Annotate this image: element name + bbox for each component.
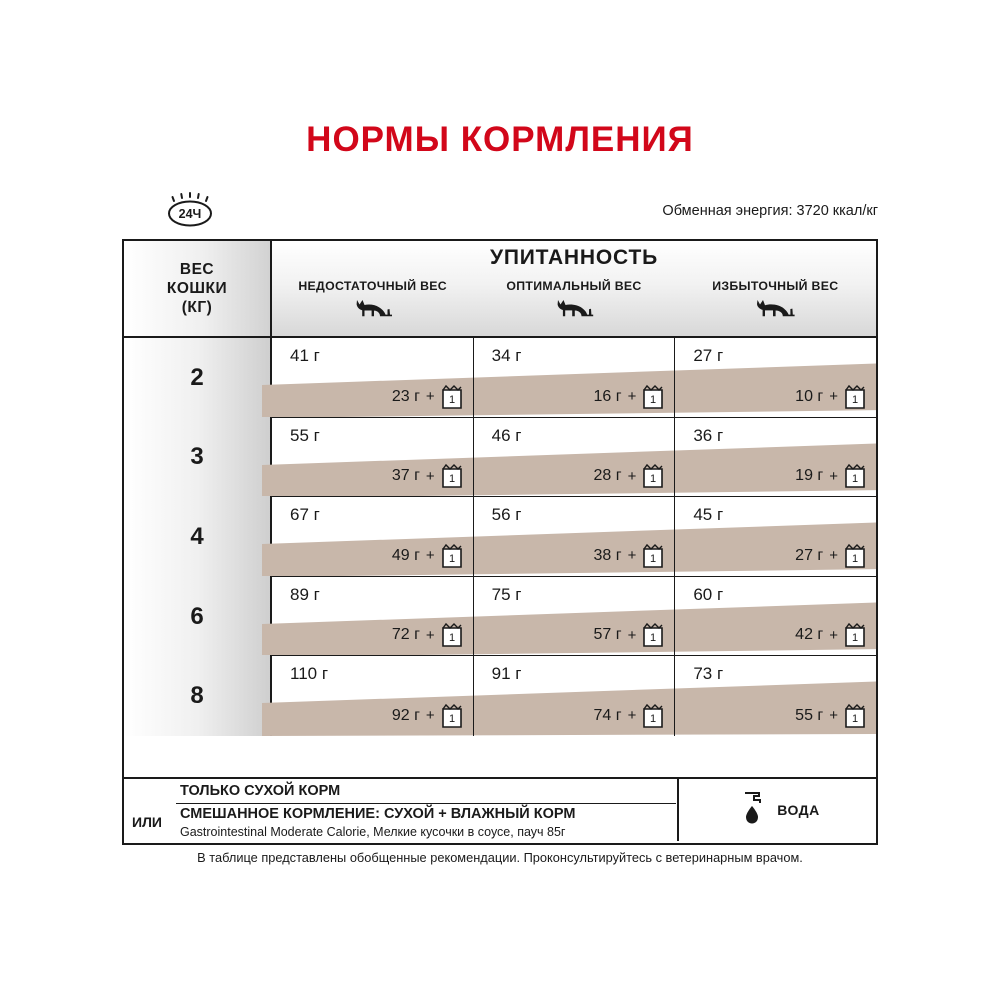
mixed-dry-amount: 37 г bbox=[391, 467, 420, 485]
mixed-dry-amount: 19 г bbox=[795, 467, 824, 485]
pouch-icon bbox=[642, 543, 664, 569]
legend-or-label: ИЛИ bbox=[132, 814, 162, 830]
mixed-amount-group bbox=[594, 463, 665, 489]
badge-label-text: 24Ч bbox=[178, 207, 202, 221]
column-label-overweight: ИЗБЫТОЧНЫЙ ВЕС bbox=[712, 279, 839, 293]
table-cell bbox=[675, 497, 876, 576]
table-cell bbox=[675, 418, 876, 497]
plus-sign: + bbox=[425, 547, 435, 565]
svg-text:1: 1 bbox=[650, 552, 657, 565]
water-label: ВОДА bbox=[777, 802, 820, 818]
pouch-icon bbox=[844, 622, 866, 648]
pouch-icon bbox=[441, 384, 463, 410]
mixed-dry-amount: 28 г bbox=[593, 467, 622, 485]
mixed-amount-group bbox=[594, 543, 665, 569]
plus-sign: + bbox=[425, 467, 435, 485]
table-header bbox=[124, 241, 876, 338]
svg-text:1: 1 bbox=[851, 632, 859, 645]
disclaimer-text: В таблице представлены обобщенные рекомендации. Проконсультируйтесь с ветеринарным врачом. bbox=[197, 850, 803, 865]
pouch-icon bbox=[844, 384, 866, 410]
table-body bbox=[124, 338, 876, 736]
svg-text:1: 1 bbox=[448, 552, 455, 565]
table-cell bbox=[474, 418, 676, 497]
weight-header-line-3: (КГ) bbox=[181, 298, 213, 316]
24h-badge bbox=[160, 191, 220, 236]
table-cell bbox=[272, 338, 474, 417]
normal-cat-icon bbox=[552, 297, 596, 319]
table-cell bbox=[675, 338, 876, 417]
dry-amount: 60 г bbox=[693, 584, 724, 604]
svg-text:1: 1 bbox=[650, 712, 657, 725]
mixed-dry-amount: 27 г bbox=[795, 546, 824, 564]
mixed-dry-amount: 55 г bbox=[795, 706, 824, 724]
dry-amount: 75 г bbox=[491, 584, 522, 604]
svg-text:1: 1 bbox=[851, 552, 859, 565]
weight-column bbox=[124, 338, 272, 736]
plus-sign: + bbox=[627, 467, 637, 485]
mixed-amount-group bbox=[795, 463, 866, 489]
plus-sign: + bbox=[627, 626, 637, 644]
legend-dry-only-label: ТОЛЬКО СУХОЙ КОРМ bbox=[180, 783, 341, 799]
svg-text:1: 1 bbox=[448, 712, 455, 725]
table-cell bbox=[474, 497, 676, 576]
feeding-table bbox=[122, 239, 878, 779]
column-header-underweight bbox=[272, 279, 473, 336]
plus-sign: + bbox=[829, 467, 839, 485]
weight-column-header bbox=[124, 241, 272, 336]
dry-amount: 34 г bbox=[491, 346, 522, 365]
table-cell bbox=[474, 338, 676, 417]
mixed-dry-amount: 49 г bbox=[391, 546, 420, 564]
weight-value: 2 bbox=[190, 363, 204, 391]
plus-sign: + bbox=[829, 388, 839, 406]
dry-amount: 27 г bbox=[693, 346, 724, 365]
table-cell bbox=[675, 656, 876, 736]
legend-bar bbox=[122, 779, 878, 845]
water-icon bbox=[737, 791, 767, 830]
pouch-icon bbox=[441, 543, 463, 569]
mixed-dry-amount: 42 г bbox=[795, 626, 824, 644]
mixed-dry-amount: 92 г bbox=[391, 706, 420, 724]
pouch-icon bbox=[441, 622, 463, 648]
weight-value: 6 bbox=[190, 602, 204, 630]
mixed-amount-group bbox=[594, 622, 665, 648]
dry-amount: 91 г bbox=[491, 664, 522, 684]
mixed-amount-group bbox=[392, 384, 463, 410]
plus-sign: + bbox=[425, 388, 435, 406]
page-title: НОРМЫ КОРМЛЕНИЯ bbox=[306, 120, 694, 159]
mixed-amount-group bbox=[392, 703, 463, 729]
svg-text:1: 1 bbox=[851, 393, 859, 406]
pouch-icon bbox=[642, 384, 664, 410]
mixed-dry-amount: 16 г bbox=[593, 387, 622, 405]
legend-product-description: Gastrointestinal Moderate Calorie, Мелкие кусочки в соусе, пауч 85г bbox=[180, 825, 566, 839]
thin-cat-icon bbox=[351, 297, 395, 319]
plus-sign: + bbox=[627, 547, 637, 565]
table-cell bbox=[272, 418, 474, 497]
table-row bbox=[272, 418, 876, 498]
svg-text:1: 1 bbox=[650, 632, 657, 645]
mixed-amount-group bbox=[795, 384, 866, 410]
mixed-dry-amount: 57 г bbox=[593, 626, 622, 644]
column-label-optimal: ОПТИМАЛЬНЫЙ ВЕС bbox=[506, 279, 642, 293]
column-header-overweight bbox=[675, 279, 876, 336]
dry-amount: 110 г bbox=[290, 664, 329, 684]
column-label-underweight: НЕДОСТАТОЧНЫЙ ВЕС bbox=[298, 279, 447, 293]
weight-header-line-2: КОШКИ bbox=[166, 279, 228, 297]
values-area bbox=[272, 338, 876, 736]
mixed-amount-group bbox=[795, 543, 866, 569]
mixed-amount-group bbox=[392, 463, 463, 489]
mixed-amount-group bbox=[795, 703, 866, 729]
plus-sign: + bbox=[627, 388, 637, 406]
mixed-amount-group bbox=[392, 622, 463, 648]
dry-amount: 67 г bbox=[290, 505, 320, 525]
legend-mixed-label: СМЕШАННОЕ КОРМЛЕНИЕ: СУХОЙ + ВЛАЖНЫЙ КОРМ bbox=[180, 806, 576, 822]
dry-amount: 56 г bbox=[491, 505, 522, 525]
svg-text:1: 1 bbox=[448, 473, 455, 486]
svg-text:1: 1 bbox=[851, 712, 859, 725]
table-cell bbox=[272, 497, 474, 576]
svg-text:1: 1 bbox=[650, 473, 657, 486]
table-cell bbox=[675, 577, 876, 656]
metabolizable-energy-note: Обменная энергия: 3720 ккал/кг bbox=[662, 203, 878, 219]
pouch-icon bbox=[642, 622, 664, 648]
plus-sign: + bbox=[829, 547, 839, 565]
weight-header-line-1: ВЕС bbox=[179, 260, 215, 278]
column-header-optimal bbox=[473, 279, 674, 336]
mixed-amount-group bbox=[594, 703, 665, 729]
plus-sign: + bbox=[627, 707, 637, 725]
water-note bbox=[677, 779, 878, 841]
mixed-dry-amount: 23 г bbox=[391, 387, 420, 405]
condition-title: УПИТАННОСТЬ bbox=[490, 246, 658, 269]
svg-text:1: 1 bbox=[650, 393, 657, 406]
pouch-icon bbox=[844, 703, 866, 729]
pouch-icon bbox=[441, 703, 463, 729]
mixed-amount-group bbox=[795, 622, 866, 648]
table-row bbox=[272, 497, 876, 577]
table-cell bbox=[272, 577, 474, 656]
plus-sign: + bbox=[829, 626, 839, 644]
weight-value: 4 bbox=[190, 522, 204, 550]
dry-amount: 36 г bbox=[693, 425, 724, 445]
condition-column-header bbox=[272, 241, 876, 336]
dry-amount: 73 г bbox=[693, 664, 724, 684]
fat-cat-icon bbox=[752, 297, 798, 319]
dry-amount: 55 г bbox=[290, 425, 320, 445]
mixed-dry-amount: 74 г bbox=[593, 706, 622, 724]
mixed-dry-amount: 72 г bbox=[391, 626, 420, 644]
mixed-dry-amount: 38 г bbox=[593, 546, 622, 564]
mixed-amount-group bbox=[392, 543, 463, 569]
table-row bbox=[272, 656, 876, 736]
mixed-dry-amount: 10 г bbox=[795, 387, 824, 405]
pouch-icon bbox=[441, 463, 463, 489]
plus-sign: + bbox=[425, 707, 435, 725]
svg-text:1: 1 bbox=[448, 393, 455, 406]
table-row bbox=[272, 338, 876, 418]
plus-sign: + bbox=[425, 626, 435, 644]
table-cell bbox=[272, 656, 474, 736]
pouch-icon bbox=[844, 463, 866, 489]
pouch-icon bbox=[642, 703, 664, 729]
legend-divider bbox=[176, 803, 676, 804]
dry-amount: 45 г bbox=[693, 505, 724, 525]
table-cell bbox=[474, 577, 676, 656]
svg-text:1: 1 bbox=[448, 632, 455, 645]
dry-amount: 46 г bbox=[491, 425, 522, 445]
pouch-icon bbox=[642, 463, 664, 489]
dry-amount: 41 г bbox=[290, 346, 320, 365]
dry-amount: 89 г bbox=[290, 584, 320, 604]
weight-value: 3 bbox=[190, 443, 204, 471]
svg-text:1: 1 bbox=[851, 473, 859, 486]
weight-value: 8 bbox=[190, 682, 204, 710]
mixed-amount-group bbox=[594, 384, 665, 410]
pouch-icon bbox=[844, 543, 866, 569]
plus-sign: + bbox=[829, 707, 839, 725]
table-row bbox=[272, 577, 876, 657]
table-cell bbox=[474, 656, 676, 736]
